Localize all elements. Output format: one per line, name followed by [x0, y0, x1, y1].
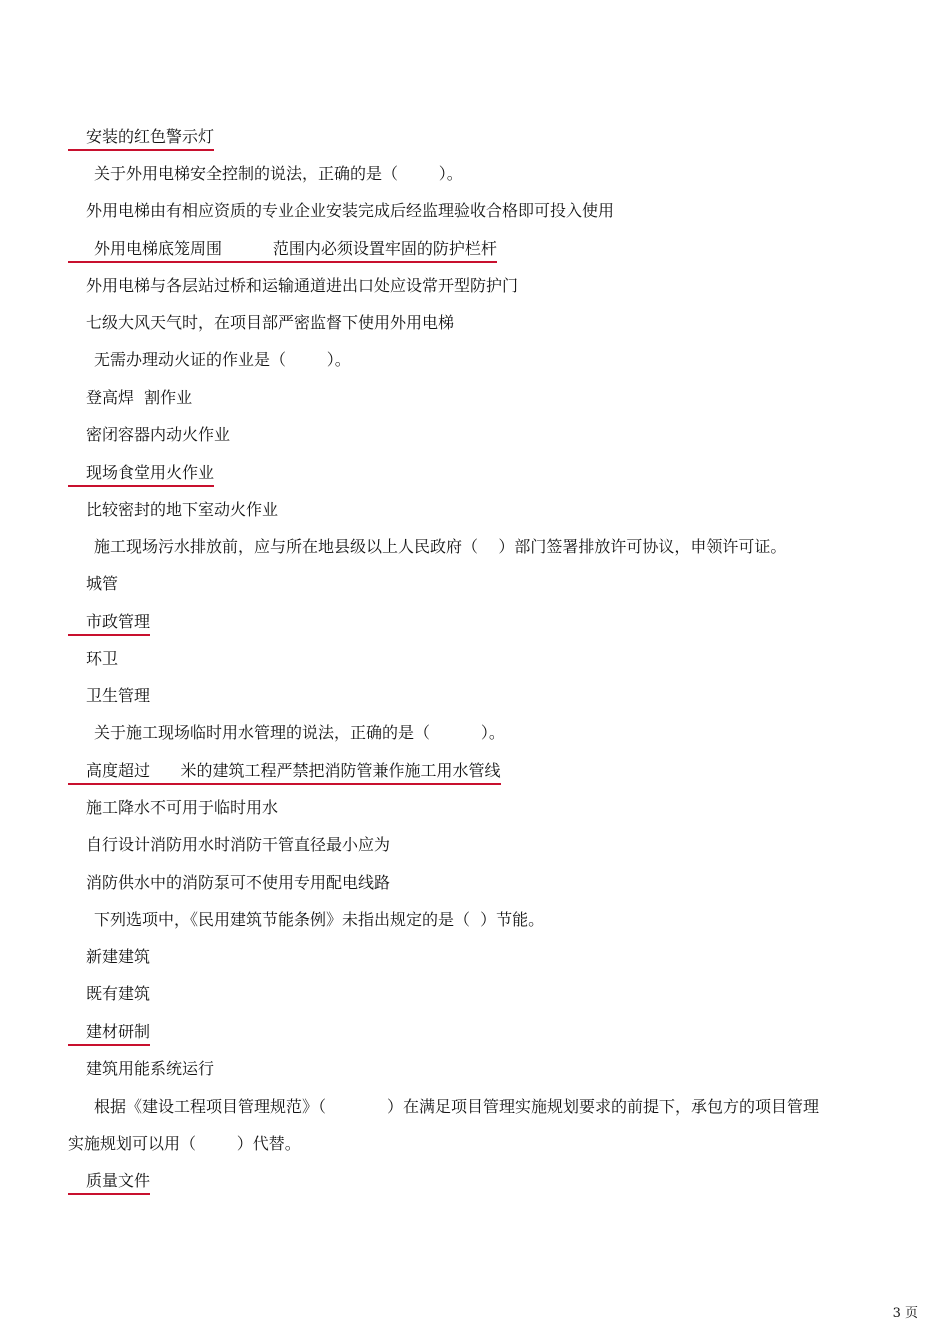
answer-line: 安装的红色警示灯 [68, 127, 214, 151]
option-line: 密闭容器内动火作业 [86, 425, 231, 444]
question-line: 下列选项中，《民用建筑节能条例》未指出规定的是（ ）节能。 [94, 910, 545, 929]
page-number: 3 页 [892, 1306, 918, 1321]
question-line-continued: 实施规划可以用（ ）代替。 [68, 1134, 301, 1153]
option-line: 卫生管理 [86, 686, 151, 705]
option-line: 外用电梯与各层站过桥和运输通道进出口处应设常开型防护门 [86, 276, 519, 295]
option-line: 施工降水不可用于临时用水 [86, 798, 279, 817]
option-line: 比较密封的地下室动火作业 [86, 500, 279, 519]
answer-line: 外用电梯底笼周围 范围内必须设置牢固的防护栏杆 [68, 239, 497, 263]
answer-line: 现场食堂用火作业 [68, 463, 214, 487]
option-line: 新建建筑 [86, 947, 151, 966]
answer-line: 市政管理 [68, 612, 150, 636]
option-line: 七级大风天气时，在项目部严密监督下使用外用电梯 [86, 313, 455, 332]
question-line: 根据《建设工程项目管理规范》（ ）在满足项目管理实施规划要求的前提下，承包方的项目管理 [94, 1097, 820, 1116]
question-line: 施工现场污水排放前，应与所在地县级以上人民政府（ ）部门签署排放许可协议，申领许可证。 [94, 537, 787, 556]
question-line: 无需办理动火证的作业是（ ）。 [94, 350, 351, 369]
answer-line: 高度超过 米的建筑工程严禁把消防管兼作施工用水管线 [68, 761, 501, 785]
option-line: 自行设计消防用水时消防干管直径最小应为 [86, 835, 391, 854]
option-line: 登高焊 割作业 [86, 388, 193, 407]
option-line: 既有建筑 [86, 984, 151, 1003]
option-line: 消防供水中的消防泵可不使用专用配电线路 [86, 873, 391, 892]
answer-line: 建材研制 [68, 1022, 150, 1046]
question-line: 关于外用电梯安全控制的说法，正确的是（ ）。 [94, 164, 463, 183]
option-line: 环卫 [86, 649, 119, 668]
option-line: 城管 [86, 574, 119, 593]
option-line: 建筑用能系统运行 [86, 1059, 215, 1078]
option-line: 外用电梯由有相应资质的专业企业安装完成后经监理验收合格即可投入使用 [86, 201, 615, 220]
answer-line: 质量文件 [68, 1171, 150, 1195]
question-line: 关于施工现场临时用水管理的说法，正确的是（ ）。 [94, 723, 505, 742]
